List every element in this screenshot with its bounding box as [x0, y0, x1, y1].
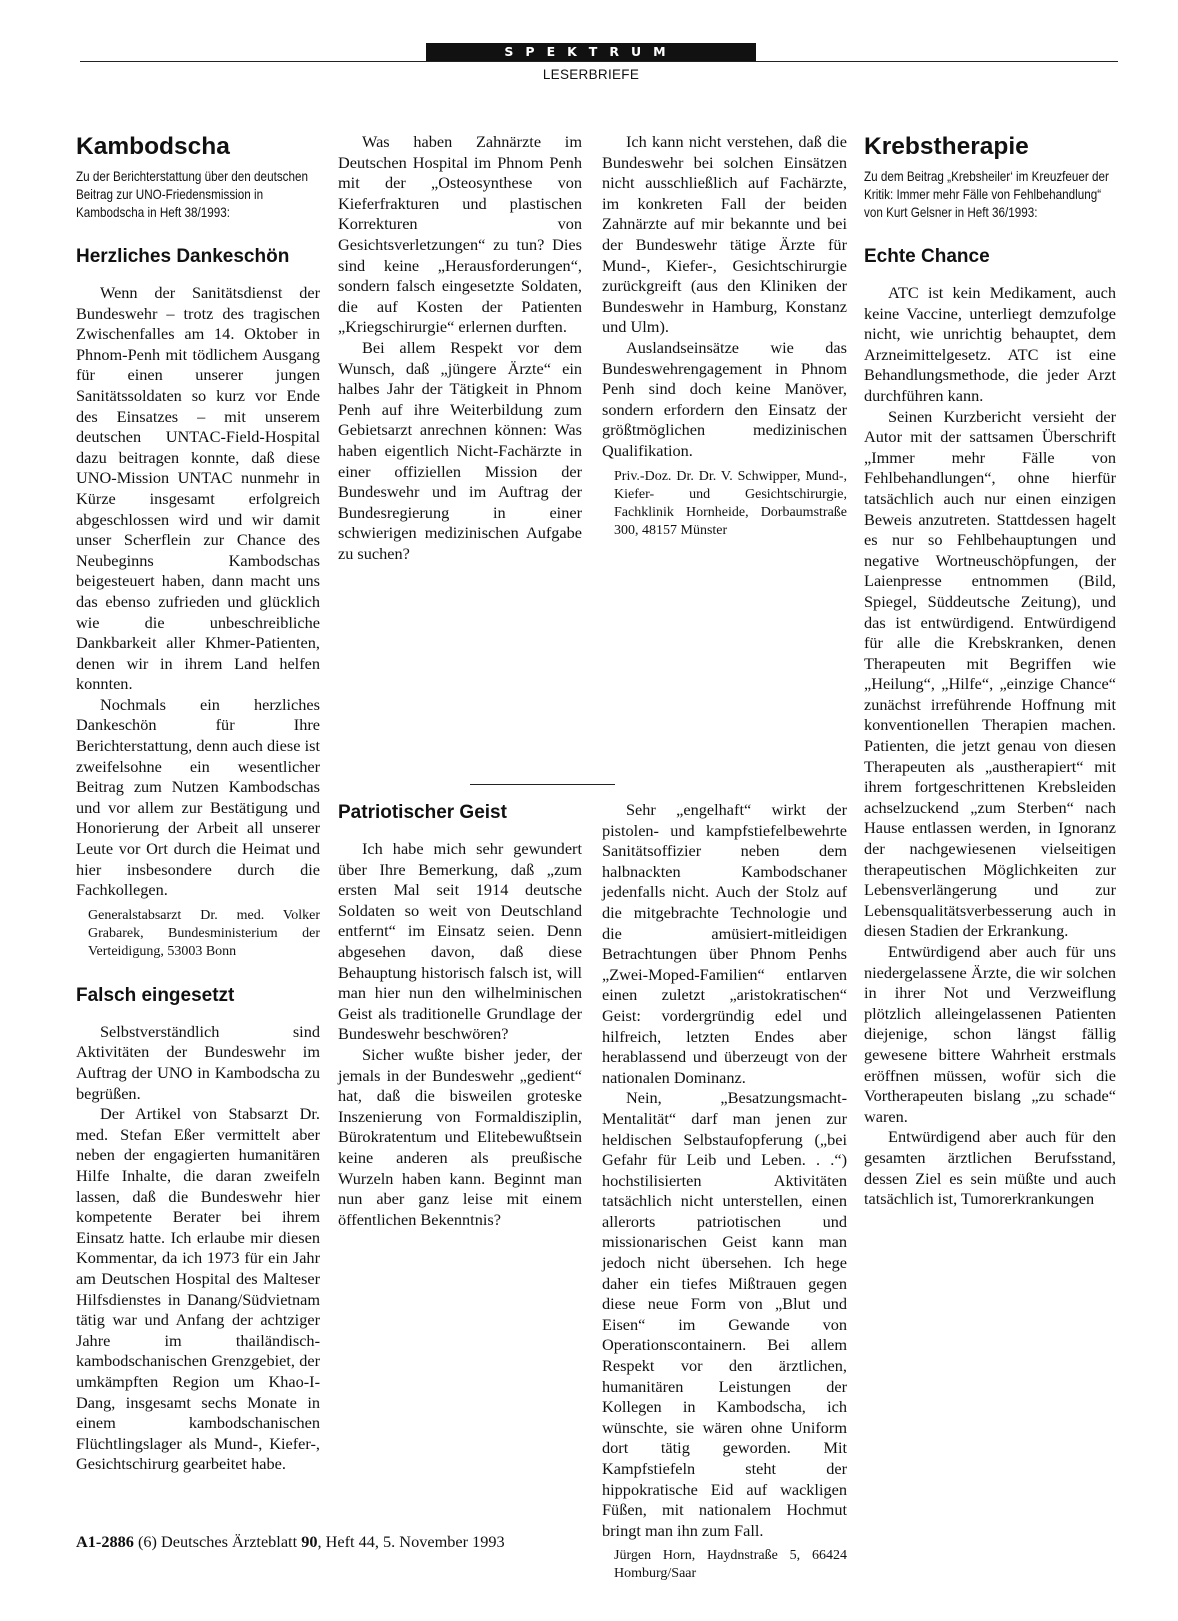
column-3-lower — [602, 800, 847, 1583]
paragraph: Sicher wußte bisher jeder, der jemals in der Bundeswehr „gedient“ hat, daß die bisweilen groteske Inszenierung von Formaldisziplin, Bürokratentum und Elitebewußtsein keine anderen als preußische Wurzeln haben kann. Beginnt man nun aber ganz leise mit einem öffentlichen Bekenntnis? — [338, 1044, 582, 1229]
footer-page-number: (6) — [137, 1532, 157, 1551]
section-divider — [470, 784, 615, 785]
topic-intro-kambodscha: Zu der Berichterstattung über den deutschen Beitrag zur UNO-Friedensmission in Kambodscha in Heft 38/1993: — [76, 169, 309, 220]
paragraph: Seinen Kurzbericht versieht der Autor mit der sattsamen Überschrift „Immer mehr Fälle von Fehlbehandlungen“, ohne hierfür tatsächlich auch nur einen einzigen Beweis anzutreten. Stattdessen hagelt es nur so Fehlbehauptungen und negative Wortneuschöpfungen, der Laienpresse entnommen (Bild, Spiegel, Süddeutsche Zeitung), und das ist entwürdigend. Entwürdigend für alle die Krebskranken, denen Therapeuten mit Begriffen wie „Heilung“, „Hilfe“, „einzige Chance“ zunächst irreführende Hoffnung mit konventionellen Therapien machen. Patienten, die jetzt genau von diesen Therapeuten als „austherapiert“ mit ihrem fortgeschrittenen Krebsleiden achselzuckend „zum Sterben“ nach Hause entlassen werden, in Ignoranz der nachgewiesenen vielseitigen therapeutischen Möglichkeiten zur Lebensverlängerung und zur Lebensqualitätsverbesserung auch in diesen Stadien der Erkrankung. — [864, 406, 1116, 941]
paragraph: Wenn der Sanitätsdienst der Bundeswehr – trotz des tragischen Zwischenfalles am 14. Oktober in Phnom-Penh mit tödlichem Ausgang für einen unserer jungen Sanitätssoldaten so kurz vor Ende des Einsatzes – mit unserem deutschen UNTAC-Field-Hospital dazu beitragen konnte, daß diese UNO-Mission UNTAC nunmehr in Kürze insgesamt erfolgreich abgeschlossen wird und wir damit unser Scherflein zur Chance des Neubeginns Kambodschas beigesteuert haben, dann macht uns das ebenso zufrieden und glücklich wie die unbeschreibliche Dankbarkeit aller Khmer-Patienten, denen wir in ihrem Land helfen konnten. — [76, 283, 320, 694]
paragraph: Entwürdigend aber auch für uns niedergelassene Ärzte, die wir solchen in ihrer Not und Verzweiflung plötzlich alleingelassenen Patienten diejenige, schon längst fällig gewesene bittere Wahrheit erstmals eröffnen müssen, wofür sich die Vortherapeuten bislang „zu schade“ waren. — [864, 942, 1116, 1126]
paragraph: Sehr „engelhaft“ wirkt der pistolen- und kampfstiefelbewehrte Sanitätsoffizier neben dem halbnackten Kambodschaner jedenfalls nicht. Auch der Stolz auf die mitgebrachte Technologie und die amüsiert-mitleidigen Betrachtungen über Phnom Penhs „Zwei-Moped-Familien“ entlarven einen zuletzt „aristokratischen“ Geist: vordergründig edel und hilfreich, letzten Endes aber herablassend und überzeugt von der nationalen Dominanz. — [602, 800, 847, 1087]
letter-heading-dankeschoen: Herzliches Dankeschön — [76, 246, 290, 267]
paragraph: Ich habe mich sehr gewundert über Ihre Bemerkung, daß „zum ersten Mal seit 1914 deutsche Soldaten so weit von Deutschland entfernt“ im Einsatz seien. Denn abgesehen davon, daß diese Behauptung historisch falsch ist, will man hier nun den wilhelminischen Geist als traditionelle Grundlage der Bundeswehr beschwören? — [338, 839, 582, 1044]
paragraph: Selbstverständlich sind Aktivitäten der Bundeswehr im Auftrag der UNO in Kambodscha zu begrüßen. — [76, 1021, 320, 1103]
letter-heading-patriotisch: Patriotischer Geist — [338, 802, 507, 823]
paragraph: Auslandseinsätze wie das Bundeswehrengagement in Phnom Penh sind doch keine Manöver, sondern erfordern den Einsatz der größtmöglichen medizinischen Qualifikation. — [602, 337, 847, 460]
header-rule — [80, 61, 1118, 62]
paragraph: Was haben Zahnärzte im Deutschen Hospital im Phnom Penh mit der „Osteosynthese von Kieferfrakturen und plastischen Korrekturen von Gesichtsverletzungen“ zu tun? Dies sind keine „Herausforderungen“, sondern falsch eingesetzte Soldaten, die auf Kosten der Patienten „Kriegschirurgie“ erlernen durften. — [338, 132, 582, 337]
letter-body-falsch — [76, 1022, 320, 1475]
column-2 — [338, 132, 582, 564]
rubric-label: LESERBRIEFE — [542, 67, 640, 82]
topic-title-kambodscha: Kambodscha — [76, 133, 230, 160]
topic-intro-krebstherapie: Zu dem Beitrag „Krebsheiler‘ im Kreuzfeuer der Kritik: Immer mehr Fälle von Fehlbehandlung“ von Kurt Gelsner in Heft 36/1993: — [864, 169, 1109, 220]
paragraph: Ich kann nicht verstehen, daß die Bundeswehr bei solchen Einsätzen nicht ausschließlich auf Fachärzte, im konkreten Fall der beiden Zahnärzte auf mir bekannte und bei der Bundeswehr tätige Ärzte für Mund-, Kiefer-, Gesichtschirurgie zurückgreift (aus den Kliniken der Bundeswehr in Hamburg, Konstanz und Ulm). — [602, 132, 847, 337]
footer-page-code: A1-2886 — [76, 1532, 134, 1551]
letter-heading-falsch: Falsch eingesetzt — [76, 984, 235, 1006]
paragraph: Nein, „Besatzungsmacht-Mentalität“ darf man jenen zur heldischen Selbstaufopferung („bei Gefahr für Leib und Leben. . .“) hochstilisierten Aktivitäten tatsächlich nicht unterstellen, einen allerorts patriotischen und missionarischen Geist kann man jedoch nicht übersehen. Ich hege daher ein tiefes Mißtrauen gegen diese neue Form von „Blut und Eisen“ im Gewande von Operationscontainern. Bei allem Respekt vor den ärztlichen, humanitären Leistungen der Kollegen in Kambodscha, ich wünschte, sie wären ohne Uniform dort tätig geworden. Mit Kampfstiefeln steht der hippokratische Eid auf wackligen Füßen, mit nationalem Hochmut bringt man ihn zum Fall. — [602, 1088, 847, 1540]
letter-signature-dankeschoen: Generalstabsarzt Dr. med. Volker Grabarek, Bundesministerium der Verteidigung, 53003 Bonn — [88, 907, 320, 959]
column-2-lower — [338, 800, 582, 1230]
paragraph: Nochmals ein herzliches Dankeschön für Ihre Berichterstattung, denn auch diese ist zweifelsohne ein wesentlicher Beitrag zum Nutzen Kambodschas und vor allem zur Bestätigung und Honorierung der Arbeit all unserer Leute vor Ort durch die Heimat und hier insbesondere durch die Fachkollegen. — [76, 694, 320, 900]
letter-heading-chance: Echte Chance — [864, 246, 990, 267]
column-1 — [76, 128, 320, 1475]
footer-issue: , Heft 44, 5. November 1993 — [317, 1532, 505, 1551]
paragraph: Der Artikel von Stabsarzt Dr. med. Stefan Eßer vermittelt aber neben der engagierten humanitären Hilfe Inhalte, die daran zweifeln lassen, daß die Bundeswehr hier kompetente Berater bei ihrem Einsatz hatte. Ich erlaube mir diesen Kommentar, da ich 1973 für ein Jahr am Deutschen Hospital des Malteser Hilfsdienstes in Danang/Südvietnam tätig war und Anfang der achtziger Jahre im thailändisch-kambodschanischen Grenzgebiet, der umkämpften Region um Khao-I-Dang, insgesamt sechs Monate in einem kambodschanischen Flüchtlingslager als Mund-, Kiefer-, Gesichtschirurg gearbeitet habe. — [76, 1104, 320, 1474]
paragraph: Bei allem Respekt vor dem Wunsch, daß „jüngere Ärzte“ ein halbes Jahr der Tätigkeit in Phnom Penh auf ihre Weiterbildung zum Gebietsarzt anrechnen können: Was haben eigentlich Nicht-Fachärzte in einer offiziellen Mission der Bundeswehr und im Auftrag der Bundesregierung in einer schwierigen medizinischen Aufgabe zu suchen? — [338, 337, 582, 563]
letter-signature-falsch: Priv.-Doz. Dr. Dr. V. Schwipper, Mund-, Kiefer- und Gesichtschirurgie, Fachklinik Hornheide, Dorbaumstraße 300, 48157 Münster — [614, 468, 847, 538]
paragraph: Entwürdigend aber auch für den gesamten ärztlichen Berufsstand, dessen Ziel es sein müßte und auch tatsächlich ist, Tumorerkrankungen — [864, 1127, 1116, 1209]
letter-signature-patriotisch: Jürgen Horn, Haydnstraße 5, 66424 Homburg/Saar — [614, 1548, 847, 1582]
footer-volume: 90 — [301, 1532, 318, 1551]
letter-body-dankeschoen — [76, 283, 320, 901]
paragraph: ATC ist kein Medikament, auch keine Vaccine, unterliegt demzufolge nicht, wie unrichtig behauptet, dem Arzneimittelgesetz. ATC ist eine Behandlungsmethode, die jeder Arzt durchführen kann. — [864, 283, 1116, 405]
topic-title-krebstherapie: Krebstherapie — [864, 133, 1029, 160]
page-footer — [76, 1532, 776, 1552]
section-banner: SPEKTRUM — [426, 43, 756, 61]
column-4 — [864, 128, 1116, 1210]
column-3 — [602, 132, 847, 540]
footer-journal: Deutsches Ärzteblatt — [161, 1532, 298, 1551]
